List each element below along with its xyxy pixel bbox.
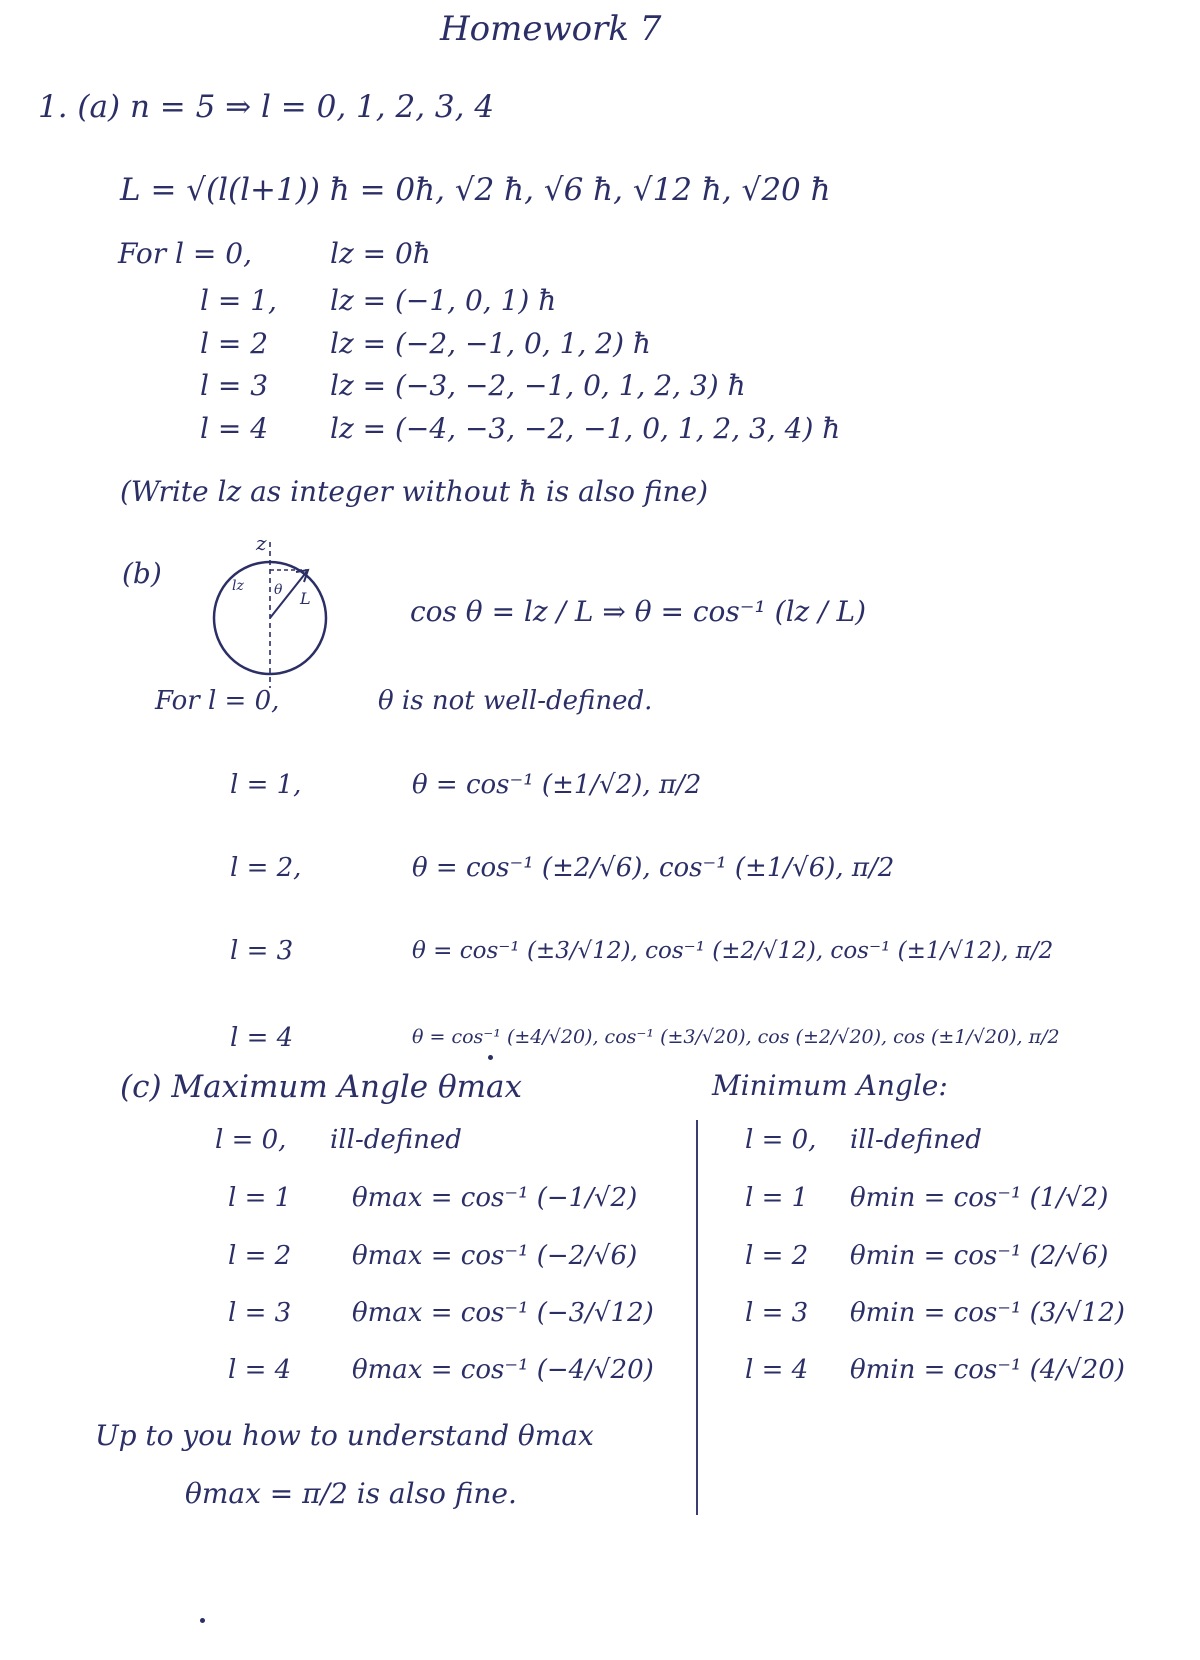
part-a-header: 1. (a) n = 5 ⇒ l = 0, 1, 2, 3, 4 <box>38 89 495 125</box>
column-divider <box>696 1120 698 1515</box>
b-l-row-4: l = 4 <box>230 1023 294 1053</box>
min-angle-header: Minimum Angle: <box>712 1069 948 1102</box>
max-l-row-4: l = 4 <box>228 1355 292 1385</box>
part-a-note: (Write lz as integer without ħ is also fine) <box>120 475 709 508</box>
z-axis-label: z <box>256 540 267 555</box>
b-theta-row-2: θ = cos⁻¹ (±2/√6), cos⁻¹ (±1/√6), π/2 <box>412 853 895 883</box>
min-l-row-1: l = 1 <box>745 1183 809 1213</box>
b-l-row-0: For l = 0, <box>155 686 280 716</box>
max-l-row-3: l = 3 <box>228 1298 292 1328</box>
l-row-0: For l = 0, <box>118 237 252 270</box>
max-l-row-1: l = 1 <box>228 1183 292 1213</box>
lz-row-1: lz = (−1, 0, 1) ħ <box>330 284 557 317</box>
vector-model-diagram <box>200 540 340 690</box>
note-theta-max: Up to you how to understand θmax <box>95 1419 594 1452</box>
l-row-4: l = 4 <box>200 412 269 445</box>
min-value-row-0: ill-defined <box>850 1125 982 1155</box>
max-l-row-2: l = 2 <box>228 1241 292 1271</box>
angular-momentum-magnitudes: L = √(l(l+1)) ħ = 0ħ, √2 ħ, √6 ħ, √12 ħ, √20 ħ <box>120 172 831 208</box>
L-label: L <box>300 589 311 608</box>
stray-mark-bottom <box>200 1618 205 1623</box>
min-value-row-3: θmin = cos⁻¹ (3/√12) <box>850 1298 1125 1328</box>
lz-row-0: lz = 0ħ <box>330 237 431 270</box>
min-value-row-2: θmin = cos⁻¹ (2/√6) <box>850 1241 1109 1271</box>
theta-formula: cos θ = lz / L ⇒ θ = cos⁻¹ (lz / L) <box>410 595 867 628</box>
l-row-3: l = 3 <box>200 369 269 402</box>
theta-label: θ <box>274 582 283 598</box>
note-theta-max-alt: θmax = π/2 is also fine. <box>185 1477 517 1510</box>
min-l-row-4: l = 4 <box>745 1355 809 1385</box>
stray-mark <box>488 1055 493 1060</box>
min-l-row-3: l = 3 <box>745 1298 809 1328</box>
b-theta-row-4: θ = cos⁻¹ (±4/√20), cos⁻¹ (±3/√20), cos (±2/√20), cos (±1/√20), π/2 <box>412 1026 1060 1048</box>
min-l-row-0: l = 0, <box>745 1125 817 1155</box>
max-l-row-0: l = 0, <box>215 1125 287 1155</box>
lz-row-3: lz = (−3, −2, −1, 0, 1, 2, 3) ħ <box>330 369 746 402</box>
lz-label: lz <box>232 578 244 594</box>
b-l-row-2: l = 2, <box>230 853 302 883</box>
b-theta-row-3: θ = cos⁻¹ (±3/√12), cos⁻¹ (±2/√12), cos⁻¹ (±1/√12), π/2 <box>412 938 1054 964</box>
b-l-row-1: l = 1, <box>230 770 302 800</box>
b-theta-row-1: θ = cos⁻¹ (±1/√2), π/2 <box>412 770 702 800</box>
max-angle-header: (c) Maximum Angle θmax <box>120 1069 522 1105</box>
l-row-2: l = 2 <box>200 327 269 360</box>
max-value-row-0: ill-defined <box>330 1125 462 1155</box>
lz-row-2: lz = (−2, −1, 0, 1, 2) ħ <box>330 327 651 360</box>
page-title: Homework 7 <box>440 9 662 49</box>
l-row-1: l = 1, <box>200 284 277 317</box>
max-value-row-3: θmax = cos⁻¹ (−3/√12) <box>352 1298 654 1328</box>
b-l-row-3: l = 3 <box>230 936 294 966</box>
min-l-row-2: l = 2 <box>745 1241 809 1271</box>
max-value-row-2: θmax = cos⁻¹ (−2/√6) <box>352 1241 638 1271</box>
max-value-row-1: θmax = cos⁻¹ (−1/√2) <box>352 1183 638 1213</box>
lz-row-4: lz = (−4, −3, −2, −1, 0, 1, 2, 3, 4) ħ <box>330 412 841 445</box>
min-value-row-4: θmin = cos⁻¹ (4/√20) <box>850 1355 1125 1385</box>
max-value-row-4: θmax = cos⁻¹ (−4/√20) <box>352 1355 654 1385</box>
min-value-row-1: θmin = cos⁻¹ (1/√2) <box>850 1183 1109 1213</box>
part-b-label: (b) <box>122 557 162 590</box>
b-theta-row-0: θ is not well-defined. <box>378 686 653 716</box>
